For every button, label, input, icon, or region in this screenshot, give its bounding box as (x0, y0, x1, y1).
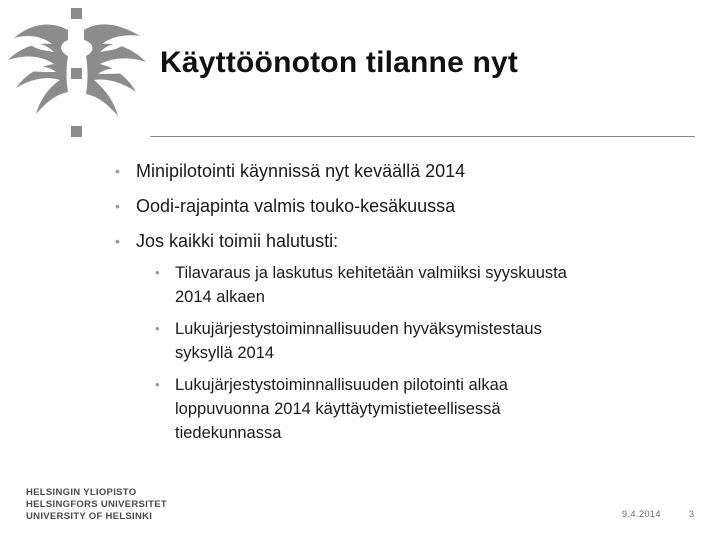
sub-bullet-item (155, 261, 675, 309)
slide-title: Käyttöönoton tilanne nyt (160, 46, 519, 79)
sub-bullet-line: Lukujärjestystoiminnallisuuden hyväksymistestaus (175, 320, 542, 338)
sub-bullet-line: Tilavaraus ja laskutus kehitetään valmiiksi syyskuusta (175, 264, 567, 282)
bullet-item (115, 160, 693, 182)
bullet-marker: • (115, 163, 120, 179)
sub-bullet-line: tiedekunnassa (175, 424, 282, 442)
university-flame-logo (0, 0, 160, 145)
university-name-en: UNIVERSITY OF HELSINKI (26, 511, 153, 522)
title-divider (150, 136, 695, 137)
bullet-marker: • (115, 233, 120, 249)
page-number: 3 (689, 509, 695, 519)
sub-bullet-item (155, 317, 675, 365)
bullet-item (115, 230, 693, 252)
university-name-fi: HELSINGIN YLIOPISTO (26, 487, 137, 498)
sub-bullet-marker: • (155, 321, 160, 336)
sub-bullet-marker: • (155, 265, 160, 280)
sub-bullet-line: Lukujärjestystoiminnallisuuden pilotointi alkaa (175, 376, 508, 394)
sub-bullet-line: 2014 alkaen (175, 288, 265, 306)
bullet-item (115, 195, 693, 217)
university-name-sv: HELSINGFORS UNIVERSITET (26, 499, 167, 510)
university-name-logo (26, 487, 167, 523)
bullet-text: Minipilotointi käynnissä nyt keväällä 2014 (136, 161, 466, 181)
slide-date: 9.4.2014 (622, 509, 662, 519)
sub-bullet-line: loppuvuonna 2014 käyttäytymistieteellisessä (175, 400, 501, 418)
sub-bullet-line: syksyllä 2014 (175, 344, 275, 362)
sub-bullet-marker: • (155, 377, 160, 392)
sub-bullet-item (155, 373, 675, 445)
bullet-marker: • (115, 198, 120, 214)
bullet-text: Jos kaikki toimii halutusti: (136, 231, 339, 251)
bullet-text: Oodi-rajapinta valmis touko-kesäkuussa (136, 196, 456, 216)
